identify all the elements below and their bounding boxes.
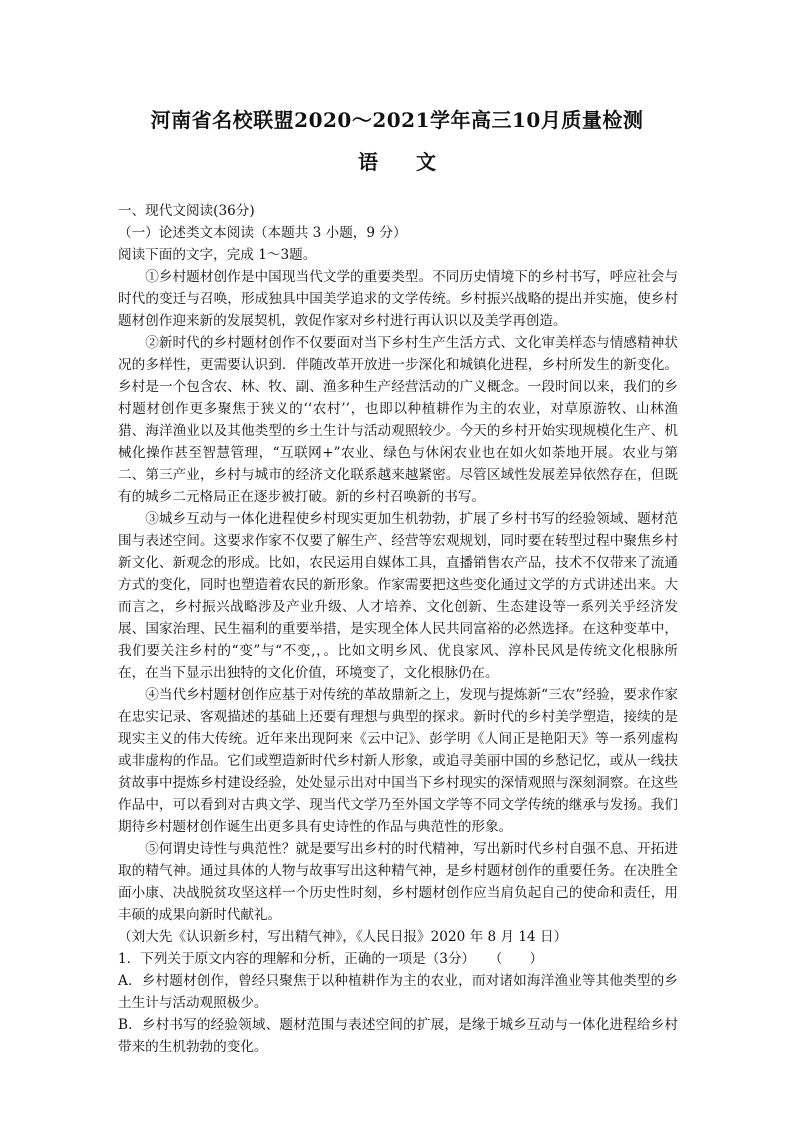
paragraph-4: ④当代乡村题材创作应基于对传统的革故鼎新之上，发现与提炼新“三农”经验，要求作家在忠实记录、客观描述的基础上还要有理想与典型的探求。新时代的乡村美学塑造，接续的是现实主义的伟大传统。近年来出现阿来《云中记》、彭学明《人间正是艳阳天》等一系列虚构或非虚构的作品。它们或塑造新时代乡村新人形象，或追寻美丽中国的乡愁记忆，或从一线扶贫故事中提炼乡村建设经验，处处显示出对中国当下乡村现实的深情观照与深刻洞察。在这些作品中，可以看到对古典文学、现当代文学乃至外国文学等不同文学传统的继承与发扬。我们期待乡村题材创作诞生出更多具有史诗性的作品与典范性的形象。 <box>118 687 678 835</box>
paragraph-1: ①乡村题材创作是中国现当代文学的重要类型。不同历史情境下的乡村书写，呼应社会与时代的变迁与召唤，形成独具中国美学追求的文学传统。乡村振兴战略的提出并实施，使乡村题材创作迎来新的发展契机，敦促作家对乡村进行再认识以及美学再创造。 <box>118 269 678 329</box>
paragraph-3: ③城乡互动与一体化进程使乡村现实更加生机勃勃，扩展了乡村书写的经验领域、题材范围与表述空间。这要求作家不仅要了解生产、经营等宏观规划，同时要在转型过程中聚焦乡村新文化、新观念的形成。比如，农民运用自媒体工具，直播销售农产品，技术不仅带来了流通方式的变化，同时也塑造着农民的新形象。作家需要把这些变化通过文学的方式讲述出来。大而言之，乡村振兴战略涉及产业升级、人才培养、文化创新、生态建设等一系列关乎经济发展、国家治理、民生福利的重要举措，是实现全体人民共同富裕的必然选择。在这种变革中，我们要关注乡村的“变”与“不变,，。比如文明乡风、优良家风、淳朴民风是传统文化根脉所在，在当下显示出独特的文化价值，环境变了，文化根脉仍在。 <box>118 511 678 681</box>
source-citation: （刘大先《认识新乡村，写出精气神》，《人民日报》2020 年 8 月 14 日） <box>118 929 568 945</box>
exam-body <box>118 200 678 1058</box>
question-1-option-b: B．乡村书写的经验领域、题材范围与表述空间的扩展，是缘于城乡互动与一体化进程给乡村带来的生机勃勃的变化。 <box>118 1017 678 1055</box>
question-1-stem: 1．下列关于原文内容的理解和分析，正确的一项是（3分） （ ） <box>118 951 544 967</box>
question-1-option-a: A．乡村题材创作，曾经只聚焦于以种植耕作为主的农业，而对诸如海洋渔业等其他类型的乡土生计与活动观照极少。 <box>118 973 678 1011</box>
section-subheading: （一）论述类文本阅读（本题共 3 小题，9 分） <box>118 225 407 241</box>
paragraph-2: ②新时代的乡村题材创作不仅要面对当下乡村生产生活方式、文化审美样态与情感精神状况的多样性，更需要认识到．伴随改革开放进一步深化和城镇化进程，乡村所发生的新变化。乡村是一个包含农、林、牧、副、渔多种生产经营活动的广义概念。一段时间以来，我们的乡村题材创作更多聚焦于狭义的‘‘农村’’，也即以种植耕作为主的农业，对草原游牧、山林渔猎、海洋渔业以及其他类型的乡土生计与活动观照较少。今天的乡村开始实现规模化生产、机械化操作甚至智慧管理，“互联网+”农业、绿色与休闲农业也在如火如荼地开展。农业与第二、第三产业，乡村与城市的经济文化联系越来越紧密。尽管区域性发展差异依然存在，但既有的城乡二元格局正在逐步被打破。新的乡村召唤新的书写。 <box>118 335 678 505</box>
exam-title: 河南省名校联盟2020～2021学年高三10月质量检测 <box>150 108 644 132</box>
subject-title: 语文 <box>358 150 474 174</box>
paragraph-5: ⑤何谓史诗性与典范性？就是要写出乡村的时代精神，写出新时代乡村自强不息、开拓进取的精气神。通过具体的人物与故事写出这种精气神，是乡村题材创作的重要任务。在决胜全面小康、决战脱贫攻坚这样一个历史性时刻，乡村题材创作应当肩负起自己的使命和责任，用丰硕的成果向新时代献礼。 <box>118 841 678 923</box>
section-heading: 一、现代文阅读(36分) <box>118 203 255 219</box>
reading-instruction: 阅读下面的文字，完成 1～3题。 <box>118 247 317 263</box>
